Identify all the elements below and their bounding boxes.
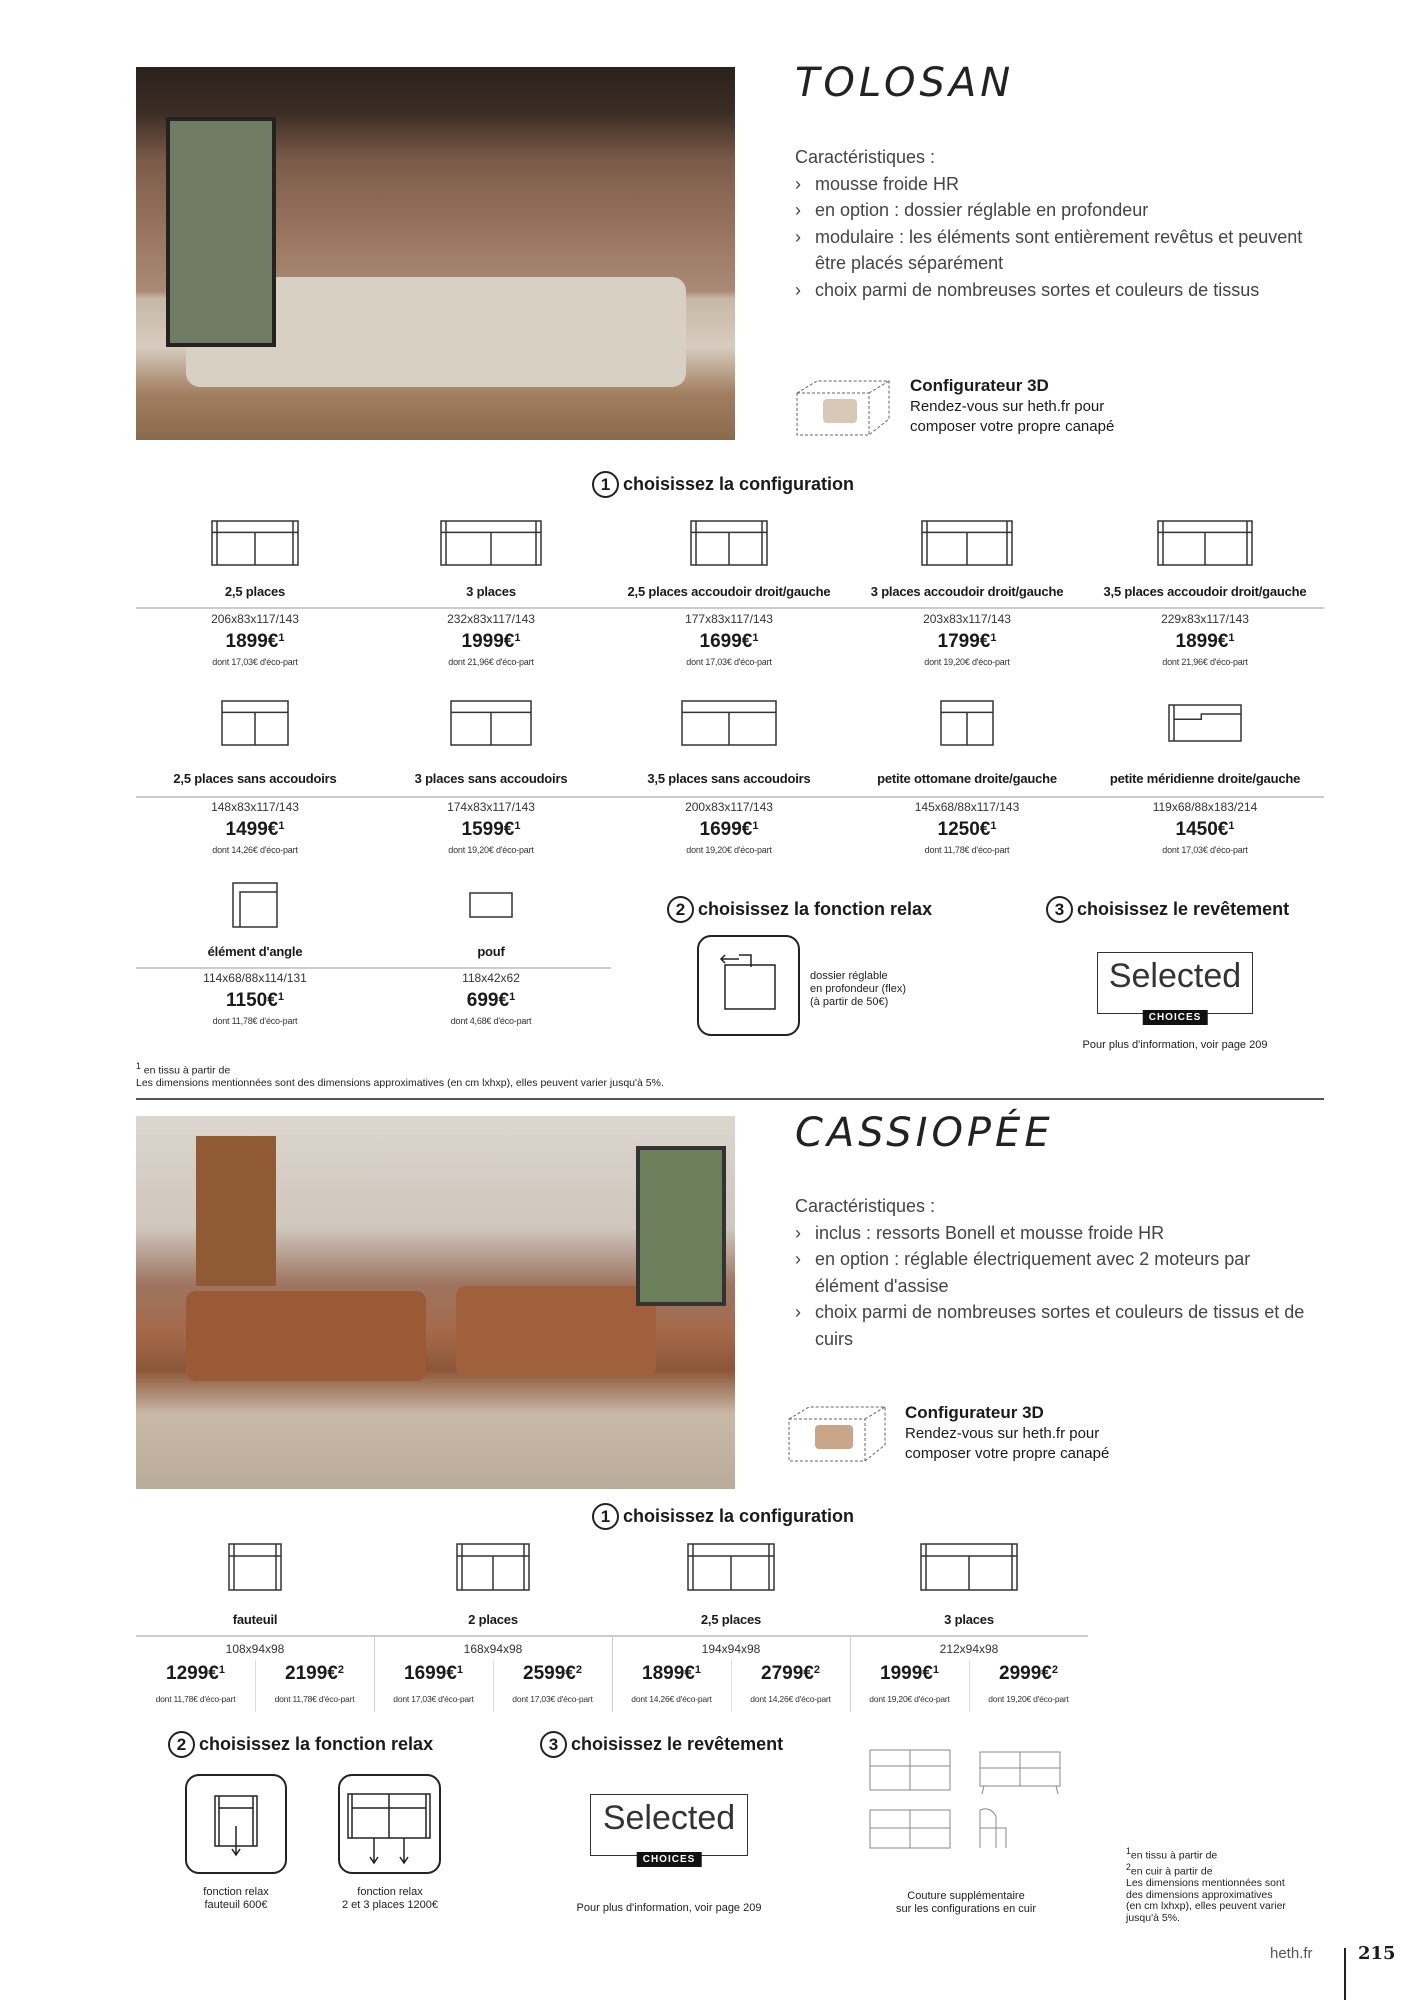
pouf-icon <box>469 892 513 923</box>
eco-part: dont 17,03€ d'éco-part <box>512 1694 593 1704</box>
step-2-heading <box>168 1731 433 1758</box>
configurator-info[interactable] <box>905 1403 1109 1464</box>
eco-part: dont 17,03€ d'éco-part <box>393 1694 474 1704</box>
configurator-line: composer votre propre canapé <box>910 418 1115 435</box>
config-price <box>731 1663 850 1685</box>
relax-armchair-icon <box>185 1774 287 1874</box>
sofa-shape <box>456 1286 656 1376</box>
feature-item: › mousse froide HR <box>795 171 1315 198</box>
config-price <box>373 819 609 841</box>
product-title: TOLOSAN <box>795 60 1015 106</box>
feature-item: › modulaire : les éléments sont entièrement revêtus et peuvent être placés séparément <box>795 224 1315 277</box>
feature-item: › choix parmi de nombreuses sortes et couleurs de tissus et de cuirs <box>795 1299 1315 1352</box>
eco-part: dont 11,78€ d'éco-part <box>155 1694 236 1704</box>
footnote-ref: 1 <box>218 1664 225 1676</box>
selected-choices-logo <box>590 1794 748 1865</box>
price-value: 1999€ <box>461 631 515 652</box>
eco-part: dont 14,26€ d'éco-part <box>212 845 298 855</box>
sofa-2-5-noarm-icon <box>221 700 289 751</box>
price-value: 1450€ <box>1175 819 1229 840</box>
step-label: choisissez la configuration <box>623 1506 855 1526</box>
sofa-3-5-noarm-icon <box>681 700 777 751</box>
armchair-icon <box>228 1543 282 1596</box>
divider <box>136 967 611 969</box>
price-value: 1499€ <box>225 819 279 840</box>
config-price <box>611 819 847 841</box>
config-item <box>373 771 609 855</box>
relax-caption <box>166 1886 306 1912</box>
eco-part: dont 11,78€ d'éco-part <box>274 1694 355 1704</box>
sofa-3-arm-icon <box>921 520 1013 571</box>
step-number: 1 <box>592 1503 619 1530</box>
price-value: 699€ <box>466 990 510 1011</box>
config-price <box>137 819 373 841</box>
stitching-sketches-icon <box>866 1746 1076 1856</box>
config-label: 3,5 places sans accoudoirs <box>647 771 811 786</box>
divider <box>136 607 1324 609</box>
footnote-text: (en cm lxhxp), elles peuvent varier <box>1126 1900 1286 1912</box>
logo-word: Selected <box>1108 957 1242 995</box>
caption-line: 2 et 3 places 1200€ <box>341 1899 439 1911</box>
footnote-ref: 1 <box>514 632 521 644</box>
3d-configurator-icon <box>787 1405 887 1463</box>
footnote-text: des dimensions approximatives <box>1126 1888 1273 1901</box>
footnote-text: en cuir à partir de <box>1130 1865 1213 1878</box>
sofa-2-icon <box>456 1543 530 1596</box>
config-label: 2,5 places sans accoudoirs <box>173 771 337 786</box>
stitching-caption <box>866 1890 1066 1916</box>
configurator-line: composer votre propre canapé <box>905 1445 1110 1462</box>
eco-part: dont 19,20€ d'éco-part <box>988 1694 1069 1704</box>
footnote-ref: 1 <box>752 632 759 644</box>
price-value: 1299€ <box>166 1663 219 1684</box>
feature-item: › choix parmi de nombreuses sortes et couleurs de tissus <box>795 277 1315 304</box>
footnote-ref: 1 <box>277 991 284 1003</box>
config-item <box>849 771 1085 855</box>
config-price <box>850 1663 969 1685</box>
config-dims: 232x83x117/143 <box>447 612 535 626</box>
feature-item: › inclus : ressorts Bonell et mousse froide HR <box>795 1220 1315 1247</box>
features-heading: Caractéristiques : <box>795 147 936 167</box>
price-value: 1899€ <box>1175 631 1229 652</box>
relax-line: dossier réglable <box>810 970 888 982</box>
footnote-ref: 1 <box>514 820 521 832</box>
config-dims: 212x94x98 <box>939 1642 999 1656</box>
site-link[interactable]: heth.fr <box>1270 1945 1313 1962</box>
price-value: 2199€ <box>285 1663 338 1684</box>
config-dims: 229x83x117/143 <box>1161 612 1249 626</box>
eco-part: dont 21,96€ d'éco-part <box>1162 657 1248 667</box>
eco-part: dont 19,20€ d'éco-part <box>448 845 534 855</box>
config-label: petite méridienne droite/gauche <box>1109 771 1301 786</box>
footnote-ref: 1 <box>990 632 997 644</box>
price-value: 1999€ <box>880 1663 933 1684</box>
footnote-ref: 2 <box>1126 1862 1131 1872</box>
config-dims: 177x83x117/143 <box>685 612 773 626</box>
caption-line: sur les configurations en cuir <box>895 1903 1036 1915</box>
step-label: choisissez la fonction relax <box>698 899 933 919</box>
eco-part: dont 4,68€ d'éco-part <box>450 1016 532 1026</box>
footnote <box>1126 1846 1286 1862</box>
eco-part: dont 14,26€ d'éco-part <box>750 1694 831 1704</box>
footnote <box>1126 1913 1286 1925</box>
caption-line: fonction relax <box>203 1886 269 1898</box>
caption-line: fauteuil 600€ <box>204 1899 268 1911</box>
config-price <box>255 1663 374 1685</box>
step-number: 2 <box>168 1731 195 1758</box>
footnote-text: jusqu'à 5%. <box>1126 1911 1180 1924</box>
price-value: 2999€ <box>999 1663 1052 1684</box>
relax-description <box>810 970 906 1009</box>
config-item <box>373 944 609 1026</box>
footnotes: $^1$ en tissu à partir de Les dimensions mentionnées sont des dimensions approximatives (en cm lxhxp), elles peuvent varier jusqu'à 5%. <box>136 1061 664 1089</box>
step-label: choisissez le revêtement <box>571 1734 784 1754</box>
config-price <box>1087 819 1323 841</box>
config-item <box>1087 584 1323 667</box>
price-value: 1699€ <box>404 1663 457 1684</box>
3d-configurator-icon <box>795 379 891 437</box>
relax-line: (à partir de 50€) <box>810 996 889 1008</box>
caption-line: Couture supplémentaire <box>907 1890 1025 1902</box>
footer-divider <box>1344 1948 1346 2000</box>
price-value: 1799€ <box>937 631 991 652</box>
step-3-heading <box>1046 896 1289 923</box>
eco-part: dont 11,78€ d'éco-part <box>212 1016 298 1026</box>
config-price <box>137 990 373 1012</box>
config-label: 2,5 places <box>224 584 286 599</box>
eco-part: dont 14,26€ d'éco-part <box>631 1694 712 1704</box>
config-item <box>137 771 373 855</box>
eco-part: dont 11,78€ d'éco-part <box>924 845 1010 855</box>
step-number: 1 <box>592 471 619 498</box>
config-price <box>136 1663 255 1685</box>
configurator-info[interactable] <box>910 376 1114 437</box>
footnote: en tissu à partir de <box>143 1064 231 1077</box>
step-number: 3 <box>540 1731 567 1758</box>
config-label: élément d'angle <box>207 944 303 959</box>
price-value: 1899€ <box>225 631 279 652</box>
footnote-ref: 1 <box>278 820 285 832</box>
footnote-ref: 2 <box>1051 1664 1058 1676</box>
footnote-ref: 1 <box>932 1664 939 1676</box>
eco-part: dont 19,20€ d'éco-part <box>924 657 1010 667</box>
eco-part: dont 17,03€ d'éco-part <box>1162 845 1248 855</box>
sofa-2-5-icon <box>211 520 299 571</box>
config-label: 3 places <box>466 584 516 599</box>
relax-sofa-icon <box>338 1774 441 1874</box>
config-price <box>969 1663 1088 1685</box>
footnote-ref: 1 <box>752 820 759 832</box>
footnote-ref: 1 <box>456 1664 463 1676</box>
section-separator <box>136 1098 1324 1100</box>
painting-shape <box>196 1136 276 1286</box>
footnote <box>1126 1862 1286 1878</box>
footnote-text: en tissu à partir de <box>1130 1849 1218 1862</box>
step-label: choisissez la fonction relax <box>199 1734 434 1754</box>
config-label: fauteuil <box>232 1612 278 1627</box>
window-shape <box>166 117 276 347</box>
config-price <box>373 631 609 653</box>
config-dims: 145x68/88x117/143 <box>914 800 1020 814</box>
config-price <box>493 1663 612 1685</box>
configurator-line: Rendez-vous sur heth.fr pour <box>905 1425 1100 1442</box>
logo-choices: CHOICES <box>637 1852 702 1867</box>
footnote-ref: 1 <box>1228 820 1235 832</box>
footnote-ref: 2 <box>813 1664 820 1676</box>
config-price <box>1087 631 1323 653</box>
price-value: 1899€ <box>642 1663 695 1684</box>
meridienne-icon <box>1168 704 1242 747</box>
price-value: 1699€ <box>699 819 753 840</box>
footnote-ref: 1 <box>1126 1846 1131 1856</box>
config-dims: 118x42x62 <box>462 971 520 985</box>
step-label: choisissez la configuration <box>623 474 855 494</box>
config-dims: 203x83x117/143 <box>923 612 1011 626</box>
config-price <box>612 1663 731 1685</box>
config-price <box>374 1663 493 1685</box>
config-dims: 206x83x117/143 <box>211 612 299 626</box>
eco-part: dont 17,03€ d'éco-part <box>212 657 298 667</box>
footnote-ref: 1 <box>509 991 516 1003</box>
tolosan-photo <box>136 67 735 440</box>
step-1-heading <box>592 1503 854 1530</box>
footnote-ref: 2 <box>575 1664 582 1676</box>
configurator-title: Configurateur 3D <box>905 1403 1044 1422</box>
sofa-3-5-arm-icon <box>1157 520 1253 571</box>
logo-word: Selected <box>602 1799 736 1837</box>
footnote-ref: 1 <box>1228 632 1235 644</box>
sofa-3-icon <box>920 1543 1018 1596</box>
step-1-heading <box>592 471 854 498</box>
sofa-3-noarm-icon <box>450 700 532 751</box>
config-item <box>1087 771 1323 855</box>
config-label: 3 places <box>944 1612 994 1627</box>
step-2-heading <box>667 896 932 923</box>
product-title: CASSIOPÉE <box>795 1110 1054 1156</box>
config-price <box>137 631 373 653</box>
config-dims: 119x68/88x183/214 <box>1152 800 1258 814</box>
logo-choices: CHOICES <box>1143 1010 1208 1025</box>
sofa-2-5-icon <box>687 1543 775 1596</box>
footnote-ref: 1 <box>278 632 285 644</box>
feature-item: › en option : réglable électriquement avec 2 moteurs par élément d'assise <box>795 1246 1315 1299</box>
config-price <box>849 631 1085 653</box>
config-item <box>611 771 847 855</box>
config-dims: 168x94x98 <box>463 1642 523 1656</box>
features <box>795 144 1315 303</box>
config-dims: 200x83x117/143 <box>685 800 773 814</box>
page-number: 215 <box>1358 1943 1396 1964</box>
footnote-ref: 1 <box>694 1664 701 1676</box>
config-item <box>849 584 1085 667</box>
step-number: 2 <box>667 896 694 923</box>
features <box>795 1193 1315 1352</box>
info-link[interactable]: Pour plus d'information, voir page 209 <box>576 1902 762 1914</box>
price-value: 2599€ <box>523 1663 576 1684</box>
config-item <box>137 944 373 1026</box>
configurator-title: Configurateur 3D <box>910 376 1049 395</box>
config-label: 3,5 places accoudoir droit/gauche <box>1103 584 1307 599</box>
config-dims: 108x94x98 <box>225 1642 285 1656</box>
price-value: 1599€ <box>461 819 515 840</box>
footnote-text: Les dimensions mentionnées sont <box>1126 1877 1285 1889</box>
sofa-3-icon <box>440 520 542 571</box>
sofa-2-5-arm-icon <box>690 520 768 571</box>
footnotes <box>1126 1846 1286 1924</box>
sofa-shape <box>186 1291 426 1381</box>
config-item <box>373 584 609 667</box>
config-item <box>611 584 847 667</box>
selected-choices-logo <box>1097 952 1253 1023</box>
config-label: 2,5 places accoudoir droit/gauche <box>627 584 831 599</box>
divider <box>136 796 1324 798</box>
eco-part: dont 19,20€ d'éco-part <box>869 1694 950 1704</box>
footnote-ref: 1 <box>990 820 997 832</box>
config-label: petite ottomane droite/gauche <box>877 771 1057 786</box>
relax-line: en profondeur (flex) <box>810 983 906 995</box>
config-price <box>373 990 609 1012</box>
step-3-heading <box>540 1731 783 1758</box>
feature-item: › en option : dossier réglable en profondeur <box>795 197 1315 224</box>
price-value: 1699€ <box>699 631 753 652</box>
config-label: 2 places <box>468 1612 518 1627</box>
window-shape <box>636 1146 726 1306</box>
config-label: pouf <box>477 944 505 959</box>
config-label: 3 places accoudoir droit/gauche <box>870 584 1064 599</box>
step-number: 3 <box>1046 896 1073 923</box>
config-price <box>849 819 1085 841</box>
config-item <box>137 584 373 667</box>
price-value: 1150€ <box>226 990 278 1011</box>
config-dims: 194x94x98 <box>701 1642 761 1656</box>
eco-part: dont 17,03€ d'éco-part <box>686 657 772 667</box>
eco-part: dont 19,20€ d'éco-part <box>686 845 772 855</box>
configurator-line: Rendez-vous sur heth.fr pour <box>910 398 1105 415</box>
config-dims: 114x68/88x114/131 <box>203 971 307 985</box>
footnote-ref: 2 <box>337 1664 344 1676</box>
corner-element-icon <box>232 882 278 933</box>
step-label: choisissez le revêtement <box>1077 899 1290 919</box>
ottoman-icon <box>940 700 994 751</box>
cassiopee-photo <box>136 1116 735 1489</box>
divider <box>136 1635 1088 1637</box>
price-value: 2799€ <box>761 1663 814 1684</box>
eco-part: dont 21,96€ d'éco-part <box>448 657 534 667</box>
features-heading: Caractéristiques : <box>795 1196 936 1216</box>
config-dims: 148x83x117/143 <box>211 800 299 814</box>
caption-line: fonction relax <box>357 1886 423 1898</box>
config-dims: 174x83x117/143 <box>447 800 535 814</box>
config-label: 2,5 places <box>700 1612 762 1627</box>
info-link[interactable]: Pour plus d'information, voir page 209 <box>1082 1039 1268 1051</box>
relax-flex-icon <box>697 935 800 1036</box>
footnote: Les dimensions mentionnées sont des dimensions approximatives (en cm lxhxp), elles peuvent varier jusqu'à 5%. <box>136 1076 664 1089</box>
price-value: 1250€ <box>937 819 991 840</box>
config-label: 3 places sans accoudoirs <box>414 771 568 786</box>
config-price <box>611 631 847 653</box>
relax-caption <box>310 1886 470 1912</box>
